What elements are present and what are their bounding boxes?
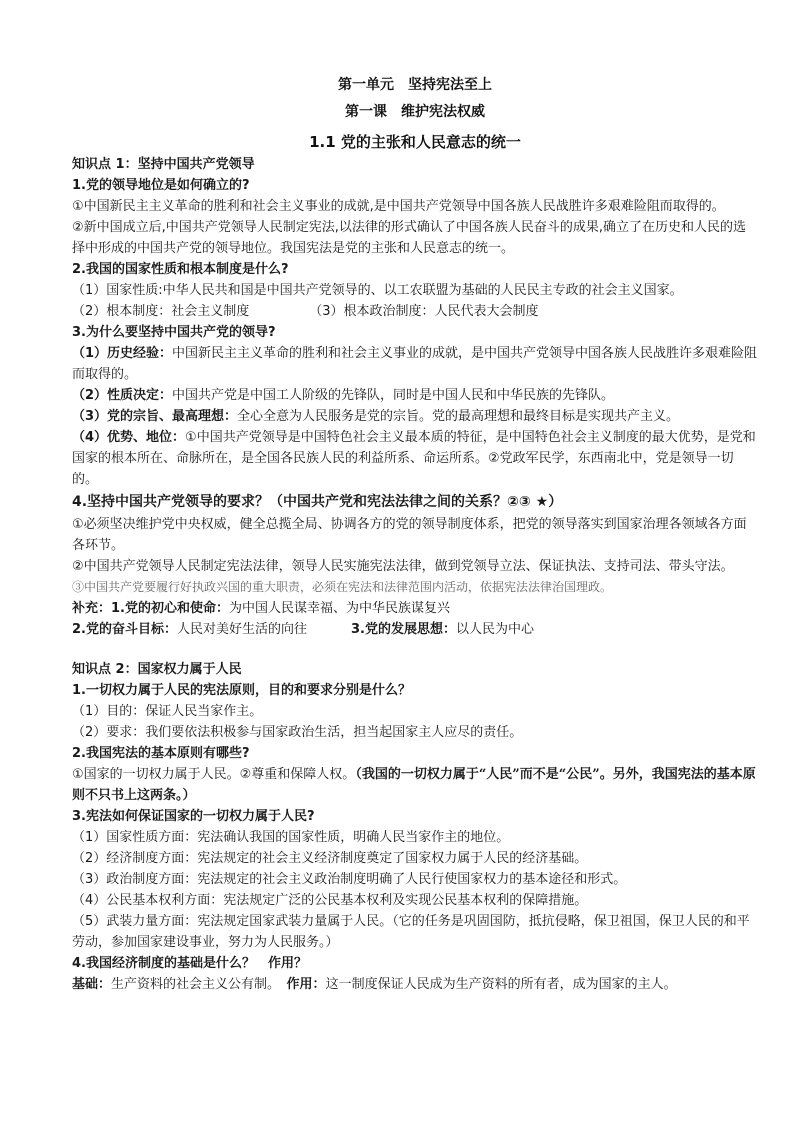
kp1-q2-answer-3: （3）根本政治制度：人民代表大会制度 <box>309 304 539 319</box>
kp2-heading: 知识点 2：国家权力属于人民 <box>72 662 242 677</box>
kp2-q2-answer <box>72 764 758 806</box>
kp1-supplement-3-text: 以人民为中心 <box>455 622 534 637</box>
kp1-question-4: 4.坚持中国共产党领导的要求？（中国共产党和宪法法律之间的关系？②③ ★） <box>72 494 563 510</box>
kp2-q1-answer-1: （1）目的：保证人民当家作主。 <box>72 704 263 719</box>
section-spacer <box>72 640 758 659</box>
kp1-supplement-row-1 <box>72 598 758 619</box>
kp1-q3-answer-2 <box>72 385 758 406</box>
kp1-heading: 知识点 1：坚持中国共产党领导 <box>72 157 255 172</box>
kp2-q4-answer-2-text: 这一制度保证人民成为生产资料的所有者，成为国家的主人。 <box>325 977 677 992</box>
kp1-question-1: 1.党的领导地位是如何确立的? <box>72 178 250 193</box>
kp1-question-2: 2.我国的国家性质和根本制度是什么? <box>72 262 289 277</box>
kp2-question-4: 4.我国经济制度的基础是什么？ 作用？ <box>72 956 307 971</box>
kp1-supplement-3 <box>351 619 534 640</box>
kp1-supplement-2-label: 2.党的奋斗目标： <box>72 622 177 637</box>
kp1-q1-answer-1: ①中国新民主主义革命的胜利和社会主义事业的成就,是中国共产党领导中国各族人民战胜许多艰难险阻而取得的。 <box>72 199 725 214</box>
kp2-q3-answer-4: （4）公民基本权利方面：宪法规定广泛的公民基本权利及实现公民基本权利的保障措施。 <box>72 893 588 908</box>
kp2-q4-answer-1-text: 生产资料的社会主义公有制。 <box>111 977 274 992</box>
kp1-q4-answer-3: ③中国共产党要履行好执政兴国的重大职责，必须在宪法和法律范围内活动，依据宪法法律治国理政。 <box>72 580 613 594</box>
kp2-q3-answer-5: （5）武装力量方面：宪法规定国家武装力量属于人民。（它的任务是巩固国防，抵抗侵略，保卫祖国，保卫人民的和平劳动，参加国家建设事业，努力为人民服务。） <box>72 914 750 950</box>
kp1-supplement-row-2 <box>72 619 758 640</box>
kp2-question-2: 2.我国宪法的基本原则有哪些? <box>72 746 250 761</box>
kp1-q3-answer-4-label: （4）优势、地位： <box>72 430 186 445</box>
kp1-q4-answer-1: ①必须坚决维护党中央权威，健全总揽全局、协调各方的党的领导制度体系，把党的领导落实到国家治理各领域各方面各环节。 <box>72 517 747 553</box>
kp1-supplement-2-text: 人民对美好生活的向往 <box>176 622 307 637</box>
kp1-q3-answer-2-label: （2）性质决定： <box>72 388 173 403</box>
unit-title: 第一单元 坚持宪法至上 <box>338 77 492 93</box>
kp1-supplement-1-text: 为中国人民谋幸福、为中华民族谋复兴 <box>229 601 451 616</box>
kp1-q3-answer-3-text: 全心全意为人民服务是党的宗旨。党的最高理想和最终目标是实现共产主义。 <box>237 409 680 424</box>
kp1-q3-answer-2-text: 中国共产党是中国工人阶级的先锋队，同时是中国人民和中华民族的先锋队。 <box>172 388 615 403</box>
kp1-question-3: 3.为什么要坚持中国共产党的领导? <box>72 325 276 340</box>
kp2-q3-answer-2: （2）经济制度方面：宪法规定的社会主义经济制度奠定了国家权力属于人民的经济基础。 <box>72 851 588 866</box>
kp2-q3-answer-1: （1）国家性质方面：宪法确认我国的国家性质，明确人民当家作主的地位。 <box>72 830 510 845</box>
kp1-q2-answer-row <box>72 301 758 322</box>
kp2-q2-answer-1: ①国家的一切权力属于人民。②尊重和保障人权。 <box>72 767 356 782</box>
kp2-q4-answer <box>72 974 758 995</box>
kp1-supplement-label: 补充： <box>72 601 112 616</box>
kp1-q3-answer-1 <box>72 343 758 385</box>
kp2-q2-note: （我国的一切权力属于“人民”而不是“公民”。另外，我国宪法的基本原则不只书上这两条。） <box>72 767 756 803</box>
kp2-q3-answer-3: （3）政治制度方面：宪法规定的社会主义政治制度明确了人民行使国家权力的基本途径和形式。 <box>72 872 627 887</box>
kp2-q1-answer-2: （2）要求：我们要依法积极参与国家政治生活，担当起国家主人应尽的责任。 <box>72 725 523 740</box>
kp1-q3-answer-4-text: ①中国共产党领导是中国特色社会主义最本质的特征，是中国特色社会主义制度的最大优势，是党和国家的根本所在、命脉所在，是全国各民族人民的利益所系、命运所系。②党政军民学，东西南北中，党是领导一切的。 <box>72 430 756 487</box>
lesson-title: 第一课 维护宪法权威 <box>345 104 485 120</box>
kp1-q3-answer-1-label: （1）历史经验： <box>72 346 173 361</box>
kp2-question-3: 3.宪法如何保证国家的一切权力属于人民? <box>72 809 315 824</box>
kp1-q3-answer-3-label: （3）党的宗旨、最高理想： <box>72 409 238 424</box>
kp1-q3-answer-4 <box>72 427 758 490</box>
kp1-q3-answer-3 <box>72 406 758 427</box>
kp1-supplement-3-label: 3.党的发展思想： <box>351 622 456 637</box>
kp1-q2-answer-1: （1）国家性质:中华人民共和国是中国共产党领导的、以工农联盟为基础的人民民主专政的社会主义国家。 <box>72 283 683 298</box>
kp1-q3-answer-1-text: 中国新民主主义革命的胜利和社会主义事业的成就，是中国共产党领导中国各族人民战胜许多艰难险阻而取得的。 <box>72 346 758 382</box>
kp1-q2-answer-2: （2）根本制度：社会主义制度 <box>72 304 250 319</box>
kp2-q4-answer-1-label: 基础： <box>72 977 112 992</box>
kp2-q4-answer-2-label: 作用： <box>286 977 326 992</box>
section-title: 1.1 党的主张和人民意志的统一 <box>309 133 521 151</box>
kp1-q1-answer-2: ②新中国成立后,中国共产党领导人民制定宪法,以法律的形式确认了中国各族人民奋斗的成果,确立了在历史和人民的选择中形成的中国共产党的领导地位。我国宪法是党的主张和人民意志的统一。 <box>72 220 747 256</box>
kp1-q4-answer-2: ②中国共产党领导人民制定宪法法律，领导人民实施宪法法律，做到党领导立法、保证执法、支持司法、带头守法。 <box>72 559 734 574</box>
kp1-supplement-1-label: 1.党的初心和使命： <box>111 601 229 616</box>
kp2-question-1: 1.一切权力属于人民的宪法原则，目的和要求分别是什么？ <box>72 683 411 698</box>
